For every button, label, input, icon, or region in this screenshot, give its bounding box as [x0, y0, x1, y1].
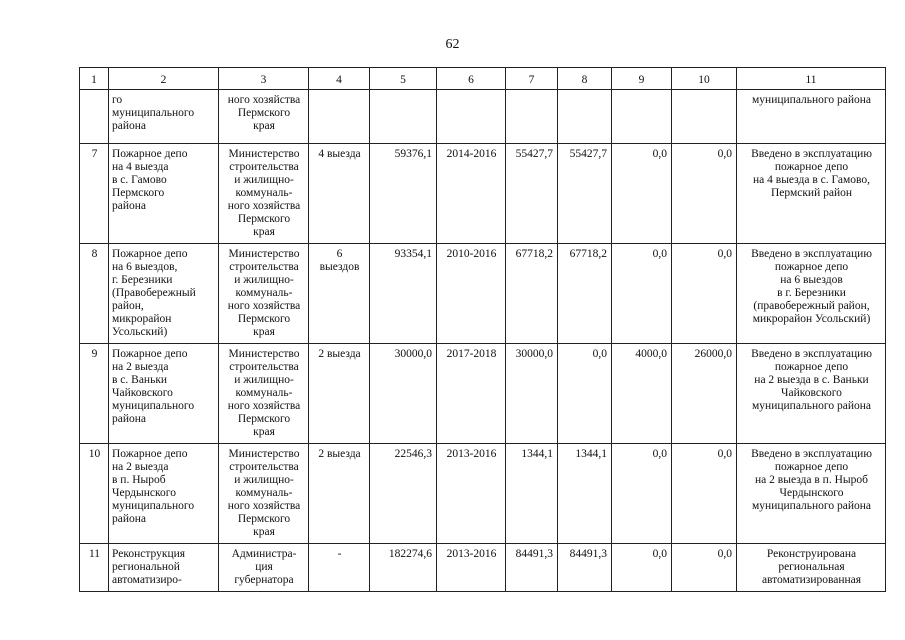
period: 2013-2016 [437, 544, 506, 592]
total-cost: 22546,3 [370, 444, 437, 544]
customer: Министерство строительства и жилищно- коммуналь- ного хозяйства Пермского края [219, 144, 309, 244]
result: Введено в эксплуатацию пожарное депо на 2 выезда в с. Ваньки Чайковского муниципального района [737, 344, 886, 444]
column-header: 4 [309, 68, 370, 90]
capacity: 2 выезда [309, 444, 370, 544]
data-table [79, 67, 886, 592]
total-cost: 93354,1 [370, 244, 437, 344]
object-name: Пожарное депо на 2 выезда в п. Ныроб Чердынского муниципального района [109, 444, 219, 544]
object-name: го муниципального района [109, 90, 219, 144]
value-col10: 0,0 [672, 144, 737, 244]
row-number: 8 [80, 244, 109, 344]
value-col7: 84491,3 [506, 544, 558, 592]
row-number: 10 [80, 444, 109, 544]
total-cost: 182274,6 [370, 544, 437, 592]
table-row [80, 444, 886, 544]
value-col8: 67718,2 [558, 244, 612, 344]
value-col10: 0,0 [672, 244, 737, 344]
customer: Администра- ция губернатора [219, 544, 309, 592]
value-col10: 0,0 [672, 444, 737, 544]
column-header: 8 [558, 68, 612, 90]
value-col8: 1344,1 [558, 444, 612, 544]
value-col10: 0,0 [672, 544, 737, 592]
value-col8: 55427,7 [558, 144, 612, 244]
row-number: 7 [80, 144, 109, 244]
row-number [80, 90, 109, 144]
table-row [80, 544, 886, 592]
capacity: - [309, 544, 370, 592]
total-cost: 59376,1 [370, 144, 437, 244]
total-cost: 30000,0 [370, 344, 437, 444]
column-header: 3 [219, 68, 309, 90]
column-header: 2 [109, 68, 219, 90]
value-col9: 4000,0 [612, 344, 672, 444]
customer: Министерство строительства и жилищно- коммуналь- ного хозяйства Пермского края [219, 344, 309, 444]
value-col10: 26000,0 [672, 344, 737, 444]
period: 2017-2018 [437, 344, 506, 444]
result: Введено в эксплуатацию пожарное депо на 6 выездов в г. Березники (правобережный район, микрорайон Усольский) [737, 244, 886, 344]
result: Реконструирована региональная автоматизированная [737, 544, 886, 592]
column-header: 10 [672, 68, 737, 90]
value-col7: 67718,2 [506, 244, 558, 344]
capacity: 4 выезда [309, 144, 370, 244]
column-header: 11 [737, 68, 886, 90]
value-col9 [612, 90, 672, 144]
object-name: Пожарное депо на 4 выезда в с. Гамово Пермского района [109, 144, 219, 244]
column-header: 9 [612, 68, 672, 90]
customer: ного хозяйства Пермского края [219, 90, 309, 144]
value-col9: 0,0 [612, 444, 672, 544]
value-col7 [506, 90, 558, 144]
table-row [80, 90, 886, 144]
result: Введено в эксплуатацию пожарное депо на 4 выезда в с. Гамово, Пермский район [737, 144, 886, 244]
result: Введено в эксплуатацию пожарное депо на 2 выезда в п. Ныроб Чердынского муниципального района [737, 444, 886, 544]
period: 2010-2016 [437, 244, 506, 344]
object-name: Пожарное депо на 2 выезда в с. Ваньки Чайковского муниципального района [109, 344, 219, 444]
customer: Министерство строительства и жилищно- коммуналь- ного хозяйства Пермского края [219, 444, 309, 544]
capacity [309, 90, 370, 144]
column-header: 1 [80, 68, 109, 90]
value-col9: 0,0 [612, 144, 672, 244]
column-header: 6 [437, 68, 506, 90]
value-col9: 0,0 [612, 544, 672, 592]
row-number: 11 [80, 544, 109, 592]
value-col7: 55427,7 [506, 144, 558, 244]
value-col7: 1344,1 [506, 444, 558, 544]
period: 2013-2016 [437, 444, 506, 544]
column-header: 5 [370, 68, 437, 90]
total-cost [370, 90, 437, 144]
table-row [80, 244, 886, 344]
value-col10 [672, 90, 737, 144]
capacity: 2 выезда [309, 344, 370, 444]
customer: Министерство строительства и жилищно- коммуналь- ного хозяйства Пермского края [219, 244, 309, 344]
capacity: 6 выездов [309, 244, 370, 344]
header-row [80, 68, 886, 90]
value-col8: 0,0 [558, 344, 612, 444]
value-col8 [558, 90, 612, 144]
page-number: 62 [445, 37, 460, 52]
object-name: Реконструкция региональной автоматизиро- [109, 544, 219, 592]
table-row [80, 344, 886, 444]
value-col8: 84491,3 [558, 544, 612, 592]
result: муниципального района [737, 90, 886, 144]
value-col9: 0,0 [612, 244, 672, 344]
column-header: 7 [506, 68, 558, 90]
row-number: 9 [80, 344, 109, 444]
period: 2014-2016 [437, 144, 506, 244]
period [437, 90, 506, 144]
object-name: Пожарное депо на 6 выездов, г. Березники (Правобережный район, микрорайон Усольский) [109, 244, 219, 344]
value-col7: 30000,0 [506, 344, 558, 444]
table-row [80, 144, 886, 244]
